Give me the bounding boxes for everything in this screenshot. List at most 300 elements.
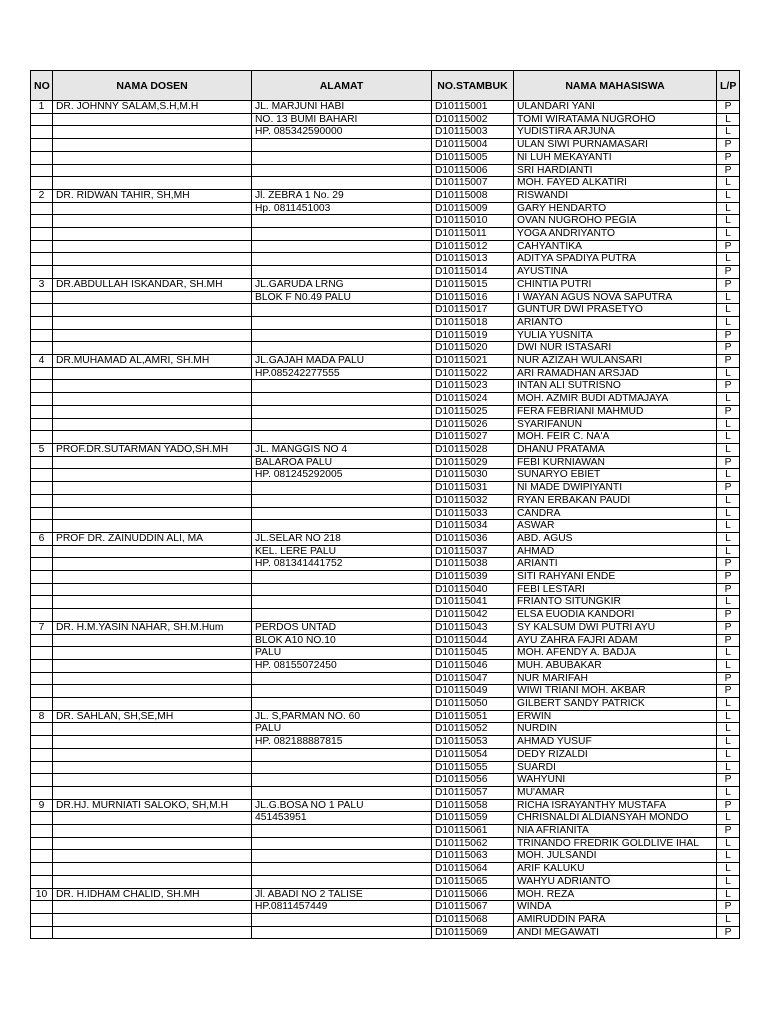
cell-alamat [252,482,432,495]
cell-no [31,215,53,228]
cell-alamat [252,215,432,228]
cell-no-stambuk: D10115058 [432,799,514,812]
cell-nama-dosen [53,291,252,304]
cell-no [31,456,53,469]
cell-no-stambuk: D10115025 [432,405,514,418]
cell-no-stambuk: D10115026 [432,418,514,431]
cell-lp: P [717,825,740,838]
cell-lp: P [717,266,740,279]
cell-no-stambuk: D10115064 [432,863,514,876]
cell-no [31,520,53,533]
cell-lp: P [717,482,740,495]
cell-no: 8 [31,710,53,723]
table-row [31,761,740,774]
header-row [31,71,740,101]
cell-nama-dosen [53,812,252,825]
cell-no-stambuk: D10115044 [432,634,514,647]
cell-nama-dosen: DR. JOHNNY SALAM,S.H,M.H [53,101,252,114]
cell-no-stambuk: D10115012 [432,240,514,253]
cell-nama-mahasiswa: WAHYU ADRIANTO [514,875,717,888]
cell-nama-dosen [53,647,252,660]
cell-alamat [252,316,432,329]
cell-alamat [252,698,432,711]
cell-nama-dosen [53,139,252,152]
cell-no-stambuk: D10115029 [432,456,514,469]
cell-alamat [252,139,432,152]
cell-nama-dosen [53,164,252,177]
dosen-mahasiswa-table [30,70,740,939]
cell-alamat [252,850,432,863]
cell-no [31,634,53,647]
cell-nama-dosen [53,342,252,355]
cell-nama-mahasiswa: NUR AZIZAH WULANSARI [514,355,717,368]
cell-lp: L [717,545,740,558]
cell-alamat [252,571,432,584]
cell-nama-dosen [53,367,252,380]
cell-nama-dosen [53,126,252,139]
cell-nama-dosen [53,482,252,495]
cell-no-stambuk: D10115059 [432,812,514,825]
cell-alamat: BLOK A10 NO.10 [252,634,432,647]
table-row [31,914,740,927]
cell-nama-mahasiswa: AHMAD YUSUF [514,736,717,749]
cell-lp: L [717,710,740,723]
cell-nama-dosen [53,545,252,558]
cell-lp: P [717,164,740,177]
cell-lp: L [717,863,740,876]
cell-lp: P [717,926,740,939]
cell-nama-mahasiswa: AHMAD [514,545,717,558]
cell-lp: L [717,786,740,799]
cell-nama-dosen [53,901,252,914]
cell-nama-dosen [53,596,252,609]
cell-no [31,926,53,939]
header-no: NO [31,71,53,101]
cell-no [31,316,53,329]
cell-lp: L [717,469,740,482]
cell-nama-mahasiswa: ULANDARI YANI [514,101,717,114]
cell-nama-dosen [53,672,252,685]
cell-nama-dosen [53,558,252,571]
cell-alamat [252,240,432,253]
cell-no [31,825,53,838]
cell-alamat: HP. 081245292005 [252,469,432,482]
cell-nama-mahasiswa: MOH. REZA [514,888,717,901]
cell-alamat [252,863,432,876]
cell-lp: L [717,316,740,329]
cell-nama-mahasiswa: ARIANTO [514,316,717,329]
cell-nama-mahasiswa: MOH. FEIR C. NA'A [514,431,717,444]
cell-alamat: PALU [252,723,432,736]
cell-lp: L [717,647,740,660]
table-row [31,698,740,711]
cell-lp: P [717,634,740,647]
cell-nama-dosen [53,431,252,444]
cell-lp: L [717,494,740,507]
table-row [31,304,740,317]
cell-no [31,863,53,876]
cell-nama-dosen [53,202,252,215]
cell-lp: L [717,291,740,304]
cell-alamat: HP. 08155072450 [252,659,432,672]
cell-no [31,291,53,304]
cell-lp: P [717,685,740,698]
table-row [31,482,740,495]
cell-no-stambuk: D10115027 [432,431,514,444]
cell-nama-mahasiswa: SUNARYO EBIET [514,469,717,482]
cell-no-stambuk: D10115066 [432,888,514,901]
cell-no-stambuk: D10115013 [432,253,514,266]
cell-nama-mahasiswa: MUH. ABUBAKAR [514,659,717,672]
cell-nama-mahasiswa: CHRISNALDI ALDIANSYAH MONDO [514,812,717,825]
cell-nama-mahasiswa: SITI RAHYANI ENDE [514,571,717,584]
cell-nama-mahasiswa: ABD. AGUS [514,532,717,545]
cell-no-stambuk: D10115024 [432,393,514,406]
cell-nama-mahasiswa: MOH. FAYED ALKATIRI [514,177,717,190]
cell-alamat [252,418,432,431]
table-row [31,901,740,914]
cell-nama-dosen [53,507,252,520]
cell-nama-dosen [53,393,252,406]
cell-lp: L [717,761,740,774]
cell-no [31,202,53,215]
cell-alamat [252,926,432,939]
cell-alamat: Hp. 0811451003 [252,202,432,215]
cell-no-stambuk: D10115034 [432,520,514,533]
cell-nama-mahasiswa: CHINTIA PUTRI [514,278,717,291]
cell-alamat: JL.SELAR NO 218 [252,532,432,545]
cell-nama-mahasiswa: FEBI LESTARI [514,583,717,596]
cell-no-stambuk: D10115046 [432,659,514,672]
cell-nama-dosen: PROF.DR.SUTARMAN YADO,SH.MH [53,443,252,456]
cell-no-stambuk: D10115039 [432,571,514,584]
table-row [31,507,740,520]
table-row [31,825,740,838]
cell-alamat: PALU [252,647,432,660]
cell-lp: P [717,672,740,685]
cell-lp: L [717,736,740,749]
cell-no-stambuk: D10115021 [432,355,514,368]
cell-nama-dosen [53,316,252,329]
cell-nama-mahasiswa: YUDISTIRA ARJUNA [514,126,717,139]
cell-no-stambuk: D10115033 [432,507,514,520]
cell-nama-mahasiswa: RYAN ERBAKAN PAUDI [514,494,717,507]
header-nama-dosen: NAMA DOSEN [53,71,252,101]
table-body [31,101,740,939]
cell-no: 4 [31,355,53,368]
table-row [31,532,740,545]
cell-no [31,812,53,825]
cell-nama-mahasiswa: FEBI KURNIAWAN [514,456,717,469]
cell-nama-mahasiswa: ERWIN [514,710,717,723]
cell-nama-mahasiswa: GARY HENDARTO [514,202,717,215]
cell-nama-mahasiswa: MOH. JULSANDI [514,850,717,863]
cell-nama-dosen [53,774,252,787]
cell-no [31,342,53,355]
cell-alamat: HP. 082188887815 [252,736,432,749]
cell-nama-dosen: DR. SAHLAN, SH,SE,MH [53,710,252,723]
cell-nama-mahasiswa: CANDRA [514,507,717,520]
cell-alamat: JL.GARUDA LRNG [252,278,432,291]
cell-alamat [252,837,432,850]
cell-no-stambuk: D10115010 [432,215,514,228]
cell-no-stambuk: D10115032 [432,494,514,507]
cell-no-stambuk: D10115065 [432,875,514,888]
cell-alamat: NO. 13 BUMI BAHARI [252,113,432,126]
cell-alamat [252,494,432,507]
cell-alamat [252,393,432,406]
cell-no: 6 [31,532,53,545]
cell-lp: P [717,380,740,393]
table-row [31,583,740,596]
cell-nama-dosen: DR. H.IDHAM CHALID, SH.MH [53,888,252,901]
cell-alamat [252,164,432,177]
cell-nama-mahasiswa: SUARDI [514,761,717,774]
cell-no-stambuk: D10115036 [432,532,514,545]
cell-no [31,380,53,393]
cell-no-stambuk: D10115001 [432,101,514,114]
table-row [31,710,740,723]
cell-nama-dosen [53,494,252,507]
cell-alamat [252,761,432,774]
cell-no-stambuk: D10115061 [432,825,514,838]
cell-nama-mahasiswa: ELSA EUODIA KANDORI [514,609,717,622]
cell-nama-mahasiswa: SRI HARDIANTI [514,164,717,177]
cell-alamat [252,914,432,927]
cell-nama-dosen [53,863,252,876]
table-row [31,405,740,418]
cell-lp: P [717,571,740,584]
cell-no [31,405,53,418]
cell-alamat [252,583,432,596]
cell-alamat: PERDOS UNTAD [252,621,432,634]
cell-alamat [252,380,432,393]
cell-no [31,304,53,317]
cell-no-stambuk: D10115063 [432,850,514,863]
cell-no [31,583,53,596]
cell-nama-mahasiswa: ARI RAMADHAN ARSJAD [514,367,717,380]
cell-alamat [252,405,432,418]
cell-nama-dosen [53,786,252,799]
cell-nama-dosen [53,266,252,279]
cell-alamat [252,342,432,355]
table-row [31,367,740,380]
cell-nama-mahasiswa: NI MADE DWIPIYANTI [514,482,717,495]
table-row [31,355,740,368]
header-no-stambuk: NO.STAMBUK [432,71,514,101]
cell-nama-mahasiswa: GUNTUR DWI PRASETYO [514,304,717,317]
cell-lp: L [717,698,740,711]
cell-no [31,151,53,164]
cell-alamat [252,507,432,520]
cell-no [31,367,53,380]
table-row [31,748,740,761]
cell-no-stambuk: D10115014 [432,266,514,279]
table-row [31,520,740,533]
cell-no-stambuk: D10115008 [432,189,514,202]
cell-nama-mahasiswa: WIWI TRIANI MOH. AKBAR [514,685,717,698]
cell-nama-dosen [53,723,252,736]
cell-nama-mahasiswa: DEDY RIZALDI [514,748,717,761]
cell-lp: L [717,126,740,139]
cell-nama-mahasiswa: SYARIFANUN [514,418,717,431]
cell-lp: L [717,888,740,901]
cell-no [31,786,53,799]
table-row [31,799,740,812]
cell-no-stambuk: D10115005 [432,151,514,164]
cell-no-stambuk: D10115057 [432,786,514,799]
table-row [31,837,740,850]
cell-nama-mahasiswa: CAHYANTIKA [514,240,717,253]
cell-no-stambuk: D10115020 [432,342,514,355]
cell-lp: L [717,875,740,888]
cell-nama-dosen [53,571,252,584]
cell-lp: L [717,177,740,190]
cell-no [31,507,53,520]
table-row [31,571,740,584]
cell-no [31,596,53,609]
table-row [31,393,740,406]
cell-lp: P [717,456,740,469]
cell-alamat: HP.0811457449 [252,901,432,914]
cell-lp: L [717,418,740,431]
cell-no [31,228,53,241]
cell-alamat [252,266,432,279]
cell-alamat: BALAROA PALU [252,456,432,469]
table-row [31,672,740,685]
cell-no-stambuk: D10115053 [432,736,514,749]
cell-no-stambuk: D10115051 [432,710,514,723]
cell-alamat [252,875,432,888]
header-alamat: ALAMAT [252,71,432,101]
cell-lp: P [717,558,740,571]
cell-alamat: KEL. LERE PALU [252,545,432,558]
table-row [31,545,740,558]
table-row [31,291,740,304]
cell-no-stambuk: D10115023 [432,380,514,393]
table-row [31,863,740,876]
table-row [31,456,740,469]
cell-nama-dosen: DR. H.M.YASIN NAHAR, SH.M.Hum [53,621,252,634]
cell-nama-mahasiswa: WAHYUNI [514,774,717,787]
cell-no-stambuk: D10115031 [432,482,514,495]
cell-nama-mahasiswa: NI LUH MEKAYANTI [514,151,717,164]
table-row [31,215,740,228]
cell-nama-dosen [53,405,252,418]
cell-lp: L [717,520,740,533]
cell-nama-mahasiswa: AYU ZAHRA FAJRI ADAM [514,634,717,647]
cell-lp: P [717,774,740,787]
cell-nama-mahasiswa: DWI NUR ISTASARI [514,342,717,355]
cell-no-stambuk: D10115002 [432,113,514,126]
cell-no-stambuk: D10115040 [432,583,514,596]
cell-no [31,736,53,749]
table-row [31,113,740,126]
cell-alamat: HP. 085342590000 [252,126,432,139]
cell-no [31,469,53,482]
cell-nama-dosen: DR. RIDWAN TAHIR, SH,MH [53,189,252,202]
cell-nama-dosen [53,926,252,939]
cell-alamat: HP.085242277555 [252,367,432,380]
cell-lp: P [717,355,740,368]
cell-no-stambuk: D10115045 [432,647,514,660]
cell-lp: L [717,507,740,520]
cell-lp: L [717,431,740,444]
cell-no [31,126,53,139]
cell-no-stambuk: D10115042 [432,609,514,622]
table-row [31,139,740,152]
cell-nama-dosen [53,240,252,253]
cell-nama-dosen [53,634,252,647]
cell-no [31,761,53,774]
table-row [31,266,740,279]
cell-lp: P [717,405,740,418]
cell-no-stambuk: D10115043 [432,621,514,634]
cell-no: 5 [31,443,53,456]
cell-alamat [252,520,432,533]
cell-nama-mahasiswa: RISWANDI [514,189,717,202]
cell-no: 10 [31,888,53,901]
cell-nama-mahasiswa: NUR MARIFAH [514,672,717,685]
cell-nama-mahasiswa: TOMI WIRATAMA NUGROHO [514,113,717,126]
table-row [31,723,740,736]
cell-no [31,774,53,787]
cell-no [31,837,53,850]
table-row [31,875,740,888]
cell-nama-mahasiswa: I WAYAN AGUS NOVA SAPUTRA [514,291,717,304]
cell-no-stambuk: D10115068 [432,914,514,927]
cell-nama-mahasiswa: FERA FEBRIANI MAHMUD [514,405,717,418]
cell-no [31,164,53,177]
cell-nama-mahasiswa: ARIF KALUKU [514,863,717,876]
cell-lp: P [717,799,740,812]
cell-lp: L [717,393,740,406]
cell-alamat: HP. 081341441752 [252,558,432,571]
table-row [31,812,740,825]
cell-lp: L [717,304,740,317]
cell-no: 1 [31,101,53,114]
cell-no-stambuk: D10115069 [432,926,514,939]
cell-nama-mahasiswa: MU'AMAR [514,786,717,799]
cell-nama-mahasiswa: ULAN SIWI PURNAMASARI [514,139,717,152]
table-row [31,101,740,114]
cell-nama-mahasiswa: AYUSTINA [514,266,717,279]
cell-nama-mahasiswa: NURDIN [514,723,717,736]
cell-no [31,139,53,152]
table-row [31,253,740,266]
cell-lp: L [717,189,740,202]
cell-lp: L [717,253,740,266]
cell-nama-dosen [53,177,252,190]
cell-nama-dosen: DR.ABDULLAH ISKANDAR, SH.MH [53,278,252,291]
cell-no-stambuk: D10115003 [432,126,514,139]
cell-no [31,113,53,126]
cell-alamat [252,431,432,444]
cell-no [31,901,53,914]
table-row [31,228,740,241]
cell-nama-mahasiswa: WINDA [514,901,717,914]
cell-nama-mahasiswa: AMIRUDDIN PARA [514,914,717,927]
cell-no: 2 [31,189,53,202]
cell-no-stambuk: D10115054 [432,748,514,761]
cell-no-stambuk: D10115009 [432,202,514,215]
cell-lp: L [717,228,740,241]
cell-no [31,723,53,736]
cell-lp: L [717,443,740,456]
cell-lp: P [717,101,740,114]
table-row [31,494,740,507]
cell-no [31,431,53,444]
